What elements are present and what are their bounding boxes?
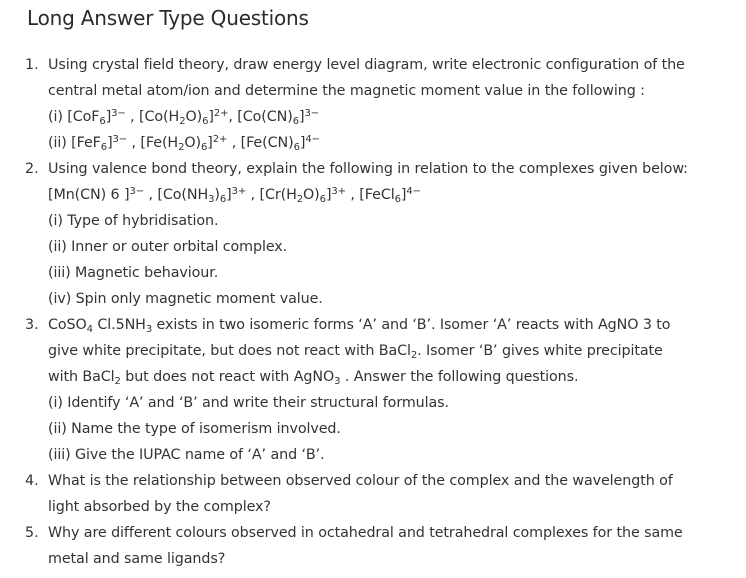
question-text-line: light absorbed by the complex? <box>48 499 271 515</box>
question-2 <box>0 156 746 312</box>
question-text-line: Why are different colours observed in octahedral and tetrahedral complexes for the same <box>48 525 683 541</box>
question-text-line: Using valence bond theory, explain the following in relation to the complexes given below: <box>48 161 688 177</box>
question-text-line: central metal atom/ion and determine the magnetic moment value in the following : <box>48 83 645 99</box>
sub-question: (iii) Give the IUPAC name of ‘A’ and ‘B’. <box>48 447 325 463</box>
page-heading: Long Answer Type Questions <box>27 6 309 30</box>
question-text-line: What is the relationship between observed colour of the complex and the wavelength of <box>48 473 673 489</box>
question-1 <box>0 52 746 156</box>
sub-question: (ii) Name the type of isomerism involved. <box>48 421 341 437</box>
question-text-line: with BaCl$_2$ but does not react with AgNO$_3$ . Answer the following questions. <box>48 369 579 387</box>
part-label: (i) <box>48 109 68 125</box>
formula-line: [Mn(CN) 6 ]$^{3-}$ , $[Co(NH_3)_6]^{3+}$ , $[Cr(H_2O)_6]^{3+}$ , [FeCl$_6$]$^{4-}$ <box>48 186 421 205</box>
sub-question: (i) Type of hybridisation. <box>48 213 219 229</box>
question-text-line: metal and same ligands? <box>48 551 226 567</box>
question-number: 4. <box>25 473 39 489</box>
question-3 <box>0 312 746 468</box>
sub-question: (iii) Magnetic behaviour. <box>48 265 219 281</box>
question-number: 2. <box>25 161 39 177</box>
part-label: (ii) <box>48 135 72 151</box>
question-text-line: give white precipitate, but does not react with BaCl$_2$. Isomer ‘B’ gives white precipitate <box>48 343 663 361</box>
question-5 <box>0 520 746 572</box>
sub-question: (i) Identify ‘A’ and ‘B’ and write their structural formulas. <box>48 395 449 411</box>
formula-line: (i) $[CoF_6]^{3-}$ , $[Co(H_2O)_6]^{2+}$, $[Co(CN)_6]^{3-}$ <box>48 108 320 127</box>
question-text-line: CoSO$_4$ $Cl.5NH_3$ exists in two isomeric forms ‘A’ and ‘B’. Isomer ‘A’ reacts with AgNO 3 to <box>48 317 671 335</box>
question-number: 5. <box>25 525 39 541</box>
sub-question: (iv) Spin only magnetic moment value. <box>48 291 323 307</box>
sub-question: (ii) Inner or outer orbital complex. <box>48 239 288 255</box>
formula-line: (ii) $[FeF_6]^{3-}$ , $[Fe(H_2O)_6]^{2+}$ , $[Fe(CN)_6]^{4-}$ <box>48 134 320 153</box>
question-text-line: Using crystal field theory, draw energy level diagram, write electronic configuration of the <box>48 57 685 73</box>
question-list <box>0 52 746 572</box>
question-4 <box>0 468 746 520</box>
question-number: 1. <box>25 57 39 73</box>
question-number: 3. <box>25 317 39 333</box>
